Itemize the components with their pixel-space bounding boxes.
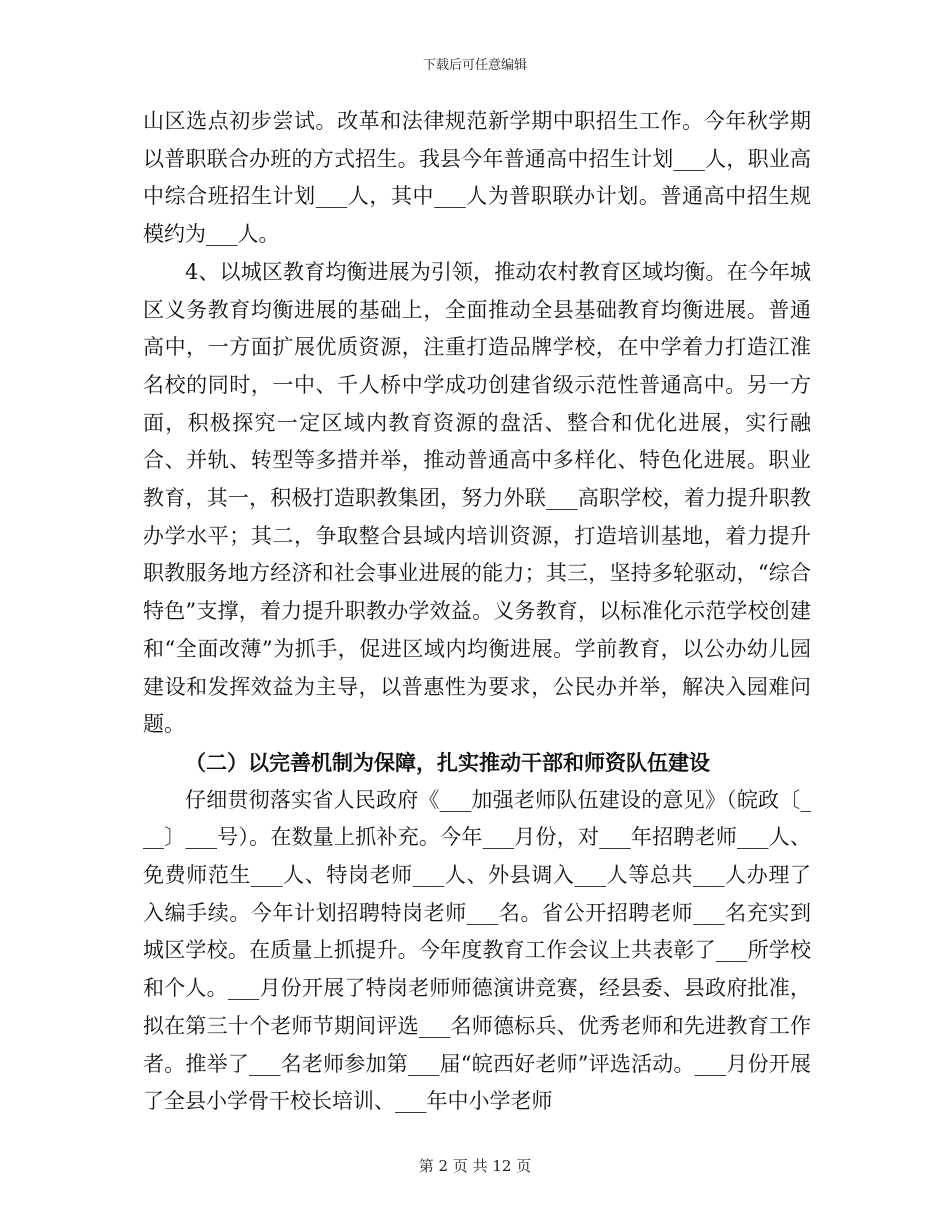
section-heading: （二）以完善机制为保障，扎实推动干部和师资队伍建设 [185,749,710,775]
paragraph-teacher-team: 仔细贯彻落实省人民政府《___加强老师队伍建设的意见》（皖政〔___〕___号）。在数量上抓补充。今年___月份，对___年招聘老师___人、免费师范生___人、特岗老师___人、外县调入___人等总共___人办理了入编手续。今年计划招聘特岗老师___名。省公开招聘老师___名充实到城区学校。在质量上抓提升。今年度教育工作会议上共表彰了___所学校和个人。___月份开展了特岗老师师德演讲竞赛，经县委、县政府批准，拟在第三十个老师节期间评选___名师德标兵、优秀老师和先进教育工作者。推举了___名老师参加第___届“皖西好老师”评选活动。___月份开展了全县小学骨干校长培训、___年中小学老师 [143,787,811,1114]
document-body [143,103,811,1121]
page-number: 第 2 页 共 12 页 [418,1157,532,1175]
page-header-note: 下载后可任意编辑 [422,58,527,73]
paragraph-enrollment: 山区选点初步尝试。改革和法律规范新学期中职招生工作。今年秋学期以普职联合办班的方式招生。我县今年普通高中招生计划___人，职业高中综合班招生计划___人，其中___人为普职联办计划。普通高中招生规模约为___人。 [143,109,811,247]
paragraph-balanced-development: 4、以城区教育均衡进展为引领，推动农村教育区域均衡。在今年城区义务教育均衡进展的基础上，全面推动全县基础教育均衡进展。普通高中，一方面扩展优质资源，注重打造品牌学校，在中学着力打造江淮名校的同时，一中、千人桥中学成功创建省级示范性普通高中。另一方面，积极探究一定区域内教育资源的盘活、整合和优化进展，实行融合、并轨、转型等多措并举，推动普通高中多样化、特色化进展。职业教育，其一，积极打造职教集团，努力外联___高职学校，着力提升职教办学水平；其二，争取整合县域内培训资源，打造培训基地，着力提升职教服务地方经济和社会事业进展的能力；其三，坚持多轮驱动，“综合特色”支撑，着力提升职教办学效益。义务教育，以标准化示范学校创建和“全面改薄”为抓手，促进区域内均衡进展。学前教育，以公办幼儿园建设和发挥效益为主导，以普惠性为要求，公民办并举，解决入园难问题。 [143,259,811,737]
